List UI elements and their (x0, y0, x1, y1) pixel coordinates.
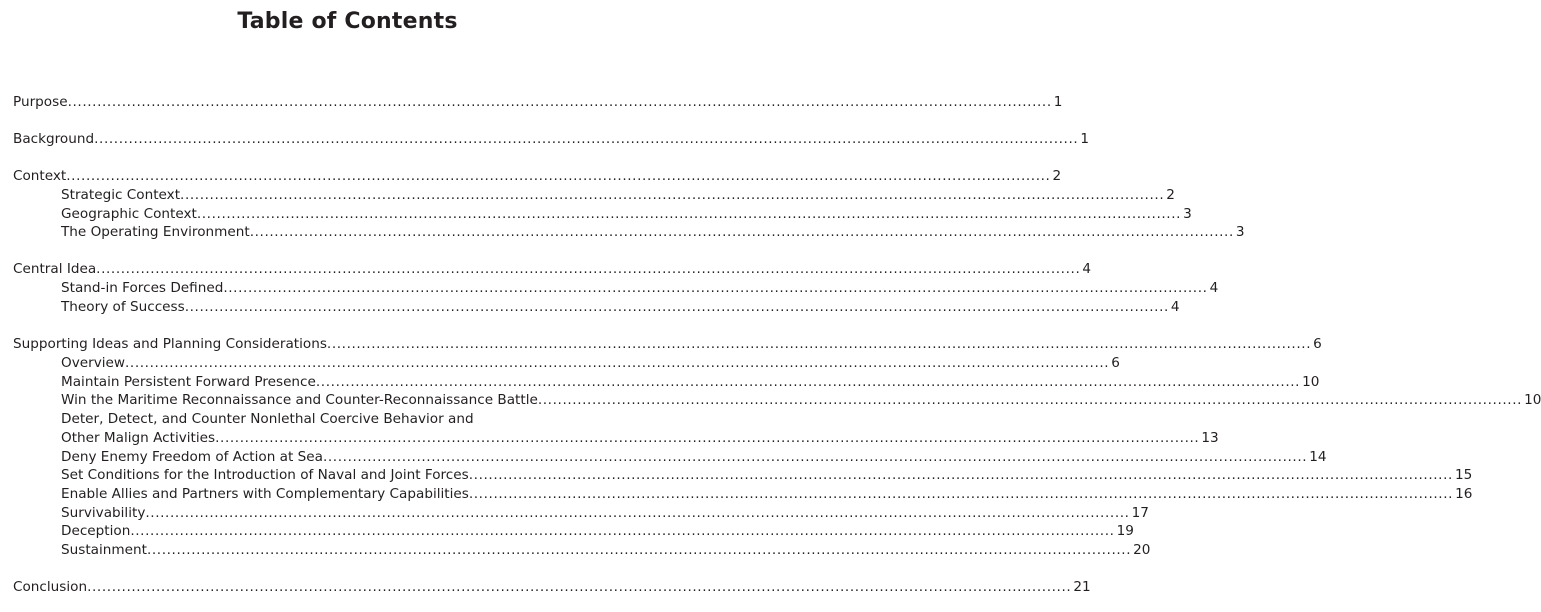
toc-page-number: 20 (1133, 542, 1151, 558)
toc-page-number: 16 (1455, 486, 1473, 502)
toc-entry-conclusion[interactable] (13, 578, 1091, 597)
toc-entry-label: Sustainment (61, 542, 147, 558)
dot-leader: ........................................................................................................................................................................................................ (322, 449, 1308, 465)
toc-entry-survivability[interactable] (61, 504, 1149, 523)
dot-leader: ........................................................................................................................................................................................................ (326, 336, 1312, 352)
toc-entry-label: Set Conditions for the Introduction of Naval and Joint Forces (61, 467, 469, 483)
dot-leader: ........................................................................................................................................................................................................ (196, 206, 1182, 222)
page-title: Table of Contents (237, 9, 458, 34)
toc-entry-label: Stand-in Forces Defined (61, 280, 224, 296)
toc-page-number: 6 (1313, 336, 1322, 352)
toc-entry-label: Supporting Ideas and Planning Considerations (13, 336, 327, 352)
dot-leader: ........................................................................................................................................................................................................ (66, 168, 1051, 184)
dot-leader: ........................................................................................................................................................................................................ (537, 392, 1523, 408)
toc-entry-label-line1[interactable]: Deter, Detect, and Counter Nonlethal Coercive Behavior and (61, 411, 474, 427)
toc-page-number: 4 (1082, 261, 1092, 277)
dot-leader: ........................................................................................................................................................................................................ (315, 374, 1301, 390)
toc-entry-central-idea[interactable] (13, 260, 1092, 279)
toc-page-number: 19 (1116, 523, 1134, 539)
dot-leader: ........................................................................................................................................................................................................ (67, 94, 1052, 110)
dot-leader: ........................................................................................................................................................................................................ (96, 261, 1081, 277)
toc-entry-label: Win the Maritime Reconnaissance and Counter-Reconnaissance Battle (61, 392, 538, 408)
toc-page-number: 3 (1183, 206, 1192, 222)
toc-entry-stand-in-forces[interactable] (61, 279, 1219, 298)
toc-entry-background[interactable] (13, 130, 1089, 149)
toc-entry-supporting-ideas[interactable] (13, 335, 1322, 354)
toc-entry-deception[interactable] (61, 522, 1134, 541)
toc-entry-label: Other Malign Activities (61, 430, 216, 446)
dot-leader: ........................................................................................................................................................................................................ (249, 224, 1234, 240)
toc-entry-operating-environment[interactable] (61, 223, 1245, 242)
dot-leader: ........................................................................................................................................................................................................ (94, 131, 1079, 147)
toc-entry-label: Purpose (13, 94, 68, 110)
toc-entry-label: The Operating Environment (61, 224, 250, 240)
toc-entry-label: Conclusion (13, 579, 88, 595)
toc-entry-counter-coercion[interactable] (61, 429, 1219, 448)
toc-entry-forward-presence[interactable] (61, 373, 1320, 392)
toc-entry-geographic-context[interactable] (61, 205, 1192, 224)
toc-page-number: 1 (1080, 131, 1089, 147)
toc-entry-label: Survivability (61, 505, 146, 521)
toc-page-number: 10 (1524, 392, 1541, 408)
toc-entry-label: Overview (61, 355, 125, 371)
dot-leader: ........................................................................................................................................................................................................ (125, 355, 1110, 371)
dot-leader: ........................................................................................................................................................................................................ (130, 523, 1115, 539)
toc-entry-label: Deny Enemy Freedom of Action at Sea (61, 449, 323, 465)
toc-page-number: 4 (1209, 280, 1219, 296)
toc-page-number: 2 (1052, 168, 1062, 184)
toc-entry-label: Background (13, 131, 95, 147)
toc-entry-label: Maintain Persistent Forward Presence (61, 374, 316, 390)
dot-leader: ........................................................................................................................................................................................................ (87, 579, 1072, 595)
toc-entry-label: Central Idea (13, 261, 97, 277)
dot-leader: ........................................................................................................................................................................................................ (145, 505, 1130, 521)
toc-entry-context[interactable] (13, 167, 1062, 186)
toc-page-number: 17 (1131, 505, 1149, 521)
toc-entry-maritime-reconnaissance[interactable] (61, 391, 1541, 410)
toc-entry-label: Enable Allies and Partners with Complementary Capabilities (61, 486, 469, 502)
toc-entry-deny-enemy[interactable] (61, 448, 1327, 467)
dot-leader: ........................................................................................................................................................................................................ (215, 430, 1200, 446)
toc-page-number: 6 (1111, 355, 1120, 371)
toc-entry-set-conditions[interactable] (61, 466, 1473, 485)
toc-page-number: 3 (1235, 224, 1245, 240)
toc-entry-theory-of-success[interactable] (61, 298, 1180, 317)
toc-entry-label: Deception (61, 523, 131, 539)
dot-leader: ........................................................................................................................................................................................................ (184, 299, 1169, 315)
toc-entry-sustainment[interactable] (61, 541, 1151, 560)
toc-page-number: 1 (1053, 94, 1063, 110)
dot-leader: ........................................................................................................................................................................................................ (468, 486, 1454, 502)
toc-page-number: 14 (1309, 449, 1327, 465)
toc-entry-overview[interactable] (61, 354, 1120, 373)
toc-page-number: 21 (1073, 579, 1091, 595)
toc-entry-purpose[interactable] (13, 93, 1063, 112)
toc-entry-label: Context (13, 168, 67, 184)
toc-entry-strategic-context[interactable] (61, 186, 1175, 205)
toc-entry-enable-allies[interactable] (61, 485, 1473, 504)
dot-leader: ........................................................................................................................................................................................................ (468, 467, 1453, 483)
toc-entry-label: Geographic Context (61, 206, 197, 222)
toc-page-number: 13 (1201, 430, 1219, 446)
dot-leader: ........................................................................................................................................................................................................ (146, 542, 1132, 558)
toc-page-number: 2 (1166, 187, 1175, 203)
toc-entry-label: Theory of Success (61, 299, 185, 315)
toc-page-number: 15 (1454, 467, 1473, 483)
dot-leader: ........................................................................................................................................................................................................ (180, 187, 1165, 203)
toc-entry-label: Strategic Context (61, 187, 181, 203)
toc-page-number: 4 (1170, 299, 1180, 315)
toc-page-number: 10 (1302, 374, 1320, 390)
dot-leader: ........................................................................................................................................................................................................ (223, 280, 1208, 296)
